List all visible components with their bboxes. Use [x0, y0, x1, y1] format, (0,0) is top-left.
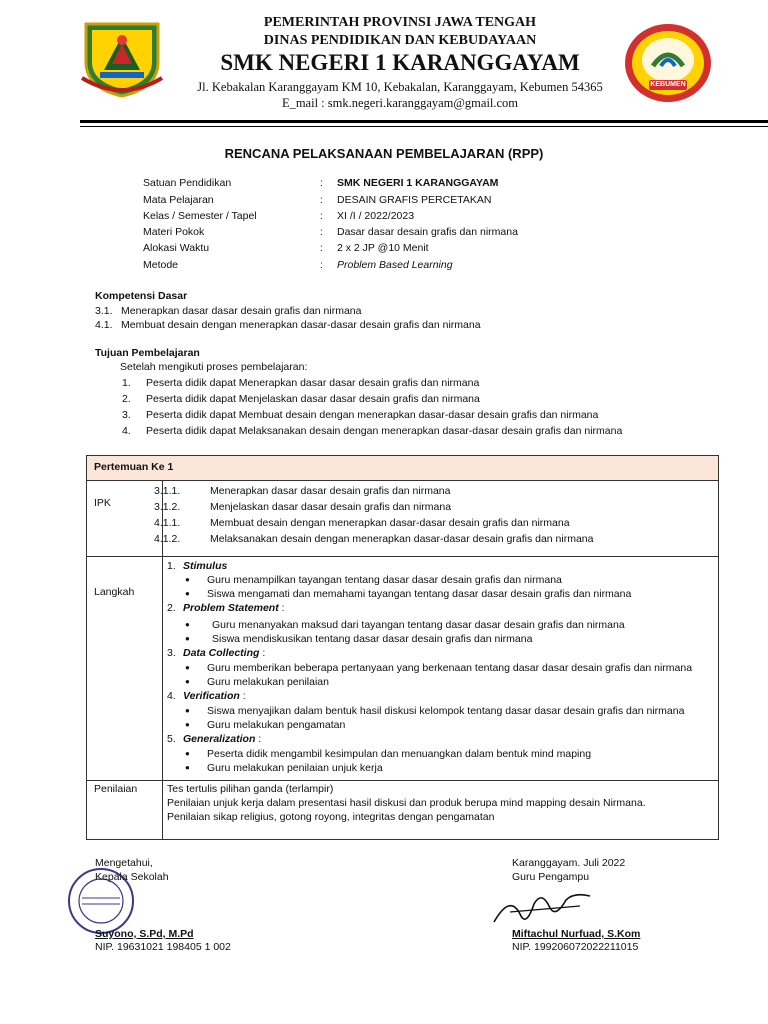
school-email: E_mail : smk.negeri.karanggayam@gmail.com: [281, 96, 519, 110]
table-row: [87, 481, 719, 557]
header-line2: DINAS PENDIDIKAN DAN KEBUDAYAAN: [263, 33, 537, 48]
ipk-text: Melaksanakan desain dengan menerapkan dasar-dasar desain grafis dan nirmana: [210, 533, 594, 545]
ipk-text: Menerapkan dasar dasar desain grafis dan nirmana: [210, 485, 451, 497]
langkah-label: Langkah: [94, 586, 135, 598]
tujuan-item: [122, 377, 479, 389]
teacher-nip: NIP. 199206072022211015: [512, 941, 639, 953]
list-item: ● Guru melakukan pengamatan: [167, 718, 718, 732]
right-logo-label: KEBUMEN: [650, 81, 686, 88]
identity-colon: :: [320, 242, 323, 254]
list-item: ● Guru melakukan penilaian unjuk kerja: [167, 761, 718, 775]
identity-colon: :: [320, 259, 323, 271]
teacher-place-date: Karanggayam. Juli 2022: [512, 857, 626, 869]
step-num: 3.: [167, 647, 176, 659]
identity-label: Satuan Pendidikan: [143, 177, 232, 189]
teacher-role: Guru Pengampu: [512, 871, 590, 883]
step-items: [167, 661, 718, 689]
right-school-logo: [623, 22, 713, 104]
list-item: ● Peserta didik mengambil kesimpulan dan menuangkan dalam bentuk mind maping: [167, 747, 718, 761]
ipk-label-cell: [87, 481, 163, 557]
step-items: [167, 704, 718, 732]
tujuan-heading: Tujuan Pembelajaran: [95, 347, 200, 359]
step-colon: :: [259, 647, 266, 659]
kd-item: [95, 319, 481, 331]
meeting-title: Pertemuan Ke 1: [94, 461, 174, 473]
identity-label: Kelas / Semester / Tapel: [143, 210, 257, 222]
penilaian-item: Penilaian sikap religius, gotong royong, integritas dengan pengamatan: [167, 811, 495, 823]
header-line1: PEMERINTAH PROVINSI JAWA TENGAH: [263, 15, 537, 30]
step-num: 4.: [167, 690, 176, 702]
identity-value: Dasar dasar desain grafis dan nirmana: [337, 226, 518, 238]
penilaian-item: Penilaian unjuk kerja dalam presentasi hasil diskusi dan produk berupa mind mapping desain Nirmana.: [167, 797, 646, 809]
tujuan-text: Peserta didik dapat Membuat desain dengan menerapkan dasar-dasar desain grafis dan nirmana: [146, 409, 599, 421]
step-num: 2.: [167, 602, 176, 614]
identity-value: SMK NEGERI 1 KARANGGAYAM: [337, 177, 499, 189]
teacher-signature: [490, 884, 600, 928]
kd-num: 3.1.: [95, 305, 113, 317]
identity-label: Metode: [143, 259, 179, 271]
meeting-header: [87, 456, 719, 481]
tujuan-num: 3.: [122, 409, 131, 421]
step-title: Problem Statement: [183, 602, 279, 614]
school-address: Jl. Kebakalan Karanggayam KM 10, Kebakalan, Karanggayam, Kebumen 54365: [197, 80, 603, 94]
identity-label: Materi Pokok: [143, 226, 205, 238]
tujuan-text: Peserta didik dapat Melaksanakan desain dengan menerapkan dasar-dasar desain grafis dan nirmana: [146, 425, 623, 437]
step-heading: [167, 689, 718, 704]
step-items: [167, 618, 718, 646]
ipk-item: [154, 515, 718, 531]
ipk-item: [154, 531, 718, 547]
penilaian-item: Tes tertulis pilihan ganda (terlampir): [167, 783, 334, 795]
kd-text: Menerapkan dasar dasar desain grafis dan nirmana: [121, 305, 362, 317]
principal-role: Kepala Sekolah: [95, 871, 169, 883]
principal-nip: NIP. 19631021 198405 1 002: [95, 941, 231, 953]
ipk-num: 3.1.2.: [154, 501, 181, 513]
table-header-row: [87, 456, 719, 481]
tujuan-text: Peserta didik dapat Menjelaskan dasar dasar desain grafis dan nirmana: [146, 393, 480, 405]
penilaian-label-cell: [87, 781, 163, 840]
identity-colon: :: [320, 210, 323, 222]
step-title: Verification: [183, 690, 240, 702]
step-colon: :: [239, 690, 246, 702]
kd-heading: Kompetensi Dasar: [95, 290, 188, 302]
step-items: [167, 573, 718, 601]
list-item: ● Siswa mendiskusikan tentang dasar dasar desain grafis dan nirmana: [167, 632, 718, 646]
ipk-item: [154, 499, 718, 515]
identity-value: Problem Based Learning: [337, 259, 453, 271]
list-item: ● Siswa mengamati dan memahami tayangan tentang dasar dasar desain grafis dan nirmana: [167, 587, 718, 601]
list-item: ● Guru menanyakan maksud dari tayangan tentang dasar dasar desain grafis dan nirmana: [167, 618, 718, 632]
tujuan-item: [122, 425, 622, 437]
identity-value: XI /I / 2022/2023: [337, 210, 415, 222]
ipk-text: Menjelaskan dasar dasar desain grafis dan nirmana: [210, 501, 452, 513]
ipk-cell: [154, 481, 719, 557]
identity-label: Alokasi Waktu: [143, 242, 210, 254]
step-heading: [167, 732, 718, 747]
list-item: ● Guru memberikan beberapa pertanyaan yang berkenaan tentang dasar dasar desain grafis dan nirmana: [167, 661, 718, 675]
kd-item: [95, 305, 361, 317]
kd-text: Membuat desain dengan menerapkan dasar-dasar desain grafis dan nirmana: [121, 319, 481, 331]
teacher-name: Miftachul Nurfuad, S.Kom: [512, 928, 641, 940]
tujuan-num: 1.: [122, 377, 131, 389]
step-title: Stimulus: [183, 560, 228, 572]
identity-label: Mata Pelajaran: [143, 194, 214, 206]
principal-greeting: Mengetahui,: [95, 857, 153, 869]
kd-num: 4.1.: [95, 319, 113, 331]
penilaian-cell: [163, 781, 719, 840]
step-colon: :: [278, 602, 285, 614]
principal-name: Suyono, S.Pd, M.Pd: [95, 928, 194, 940]
identity-value: DESAIN GRAFIS PERCETAKAN: [337, 194, 492, 206]
step-num: 1.: [167, 560, 176, 572]
langkah-label-cell: [87, 557, 163, 781]
step-heading: [167, 646, 718, 661]
tujuan-item: [122, 393, 480, 405]
header-rule-thin: [80, 126, 768, 127]
step-items: [167, 747, 718, 775]
list-item: ● Siswa menyajikan dalam bentuk hasil diskusi kelompok tentang dasar dasar desain grafis dan nirmana: [167, 704, 718, 718]
tujuan-num: 2.: [122, 393, 131, 405]
list-item: ● Guru melakukan penilaian: [167, 675, 718, 689]
ipk-label: IPK: [94, 497, 111, 509]
identity-colon: :: [320, 226, 323, 238]
header-rule-thick: [80, 120, 768, 123]
ipk-item: [154, 483, 718, 499]
step-heading: [167, 601, 718, 616]
identity-colon: :: [320, 194, 323, 206]
tujuan-num: 4.: [122, 425, 131, 437]
penilaian-label: Penilaian: [94, 783, 138, 795]
ipk-num: 4.1.2.: [154, 533, 181, 545]
identity-colon: :: [320, 177, 323, 189]
step-title: Generalization: [183, 733, 256, 745]
meeting-table: [86, 455, 719, 840]
step-colon: :: [255, 733, 262, 745]
document-title: RENCANA PELAKSANAAN PEMBELAJARAN (RPP): [224, 146, 544, 161]
school-name: SMK NEGERI 1 KARANGGAYAM: [220, 50, 580, 75]
langkah-cell: [163, 557, 719, 781]
ipk-text: Membuat desain dengan menerapkan dasar-dasar desain grafis dan nirmana: [210, 517, 570, 529]
tujuan-text: Peserta didik dapat Menerapkan dasar dasar desain grafis dan nirmana: [146, 377, 480, 389]
ipk-num: 3.1.1.: [154, 485, 181, 497]
table-row: [87, 781, 719, 840]
list-item: ● Guru menampilkan tayangan tentang dasar dasar desain grafis dan nirmana: [167, 573, 718, 587]
identity-value: 2 x 2 JP @10 Menit: [337, 242, 429, 254]
tujuan-item: [122, 409, 598, 421]
step-title: Data Collecting: [183, 647, 260, 659]
table-row: [87, 557, 719, 781]
tujuan-intro: Setelah mengikuti proses pembelajaran:: [120, 361, 308, 373]
ipk-num: 4.1.1.: [154, 517, 181, 529]
step-heading: [167, 559, 718, 573]
step-num: 5.: [167, 733, 176, 745]
